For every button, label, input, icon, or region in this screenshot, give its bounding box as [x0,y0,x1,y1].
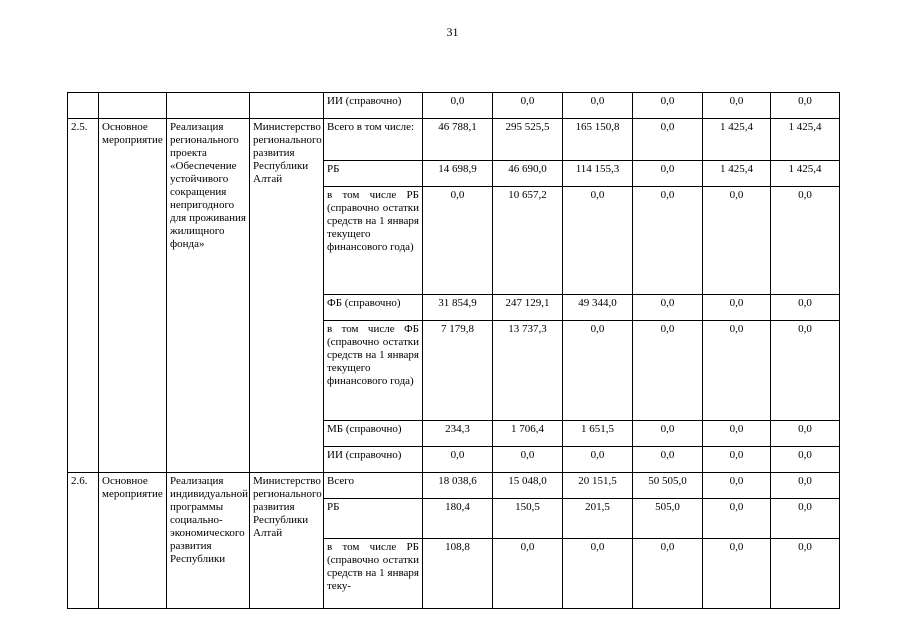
value-cell: 180,4 [423,499,493,539]
value-cell: 0,0 [633,321,703,421]
empty-cell [250,93,324,119]
funding-source-label: Всего в том числе: [324,119,423,161]
value-cell: 114 155,3 [563,161,633,187]
value-cell: 0,0 [633,119,703,161]
funding-source-label: ИИ (справочно) [324,93,423,119]
value-cell: 13 737,3 [493,321,563,421]
value-cell: 1 651,5 [563,421,633,447]
value-cell: 50 505,0 [633,473,703,499]
value-cell: 10 657,2 [493,187,563,295]
value-cell: 0,0 [703,295,771,321]
value-cell: 234,3 [423,421,493,447]
value-cell: 0,0 [771,295,840,321]
value-cell: 0,0 [703,473,771,499]
value-cell: 295 525,5 [493,119,563,161]
value-cell: 0,0 [423,93,493,119]
value-cell: 0,0 [703,539,771,609]
section-name: Реализация регионального проекта «Обеспечение устойчивого сокращения непригодного для проживания жилищного фонда» [167,119,250,473]
value-cell: 1 425,4 [771,119,840,161]
value-cell: 0,0 [563,187,633,295]
empty-cell [68,93,99,119]
value-cell: 0,0 [563,447,633,473]
funding-table [67,92,840,609]
value-cell: 0,0 [563,321,633,421]
table-row [68,93,840,119]
value-cell: 0,0 [771,187,840,295]
funding-source-label: в том числе РБ (справочно остатки средств на 1 января теку- [324,539,423,609]
value-cell: 0,0 [633,187,703,295]
value-cell: 0,0 [633,447,703,473]
funding-source-label: РБ [324,499,423,539]
value-cell: 0,0 [771,499,840,539]
value-cell: 15 048,0 [493,473,563,499]
value-cell: 1 706,4 [493,421,563,447]
value-cell: 0,0 [771,321,840,421]
value-cell: 0,0 [703,321,771,421]
value-cell: 7 179,8 [423,321,493,421]
section-executor: Министерство регионального развития Республики Алтай [250,473,324,609]
value-cell: 0,0 [771,93,840,119]
value-cell: 31 854,9 [423,295,493,321]
funding-source-label: в том числе РБ (справочно остатки средств на 1 января текущего финансового года) [324,187,423,295]
value-cell: 0,0 [563,93,633,119]
value-cell: 165 150,8 [563,119,633,161]
value-cell: 0,0 [633,421,703,447]
value-cell: 1 425,4 [703,161,771,187]
section-type: Основное мероприятие [99,119,167,473]
value-cell: 46 690,0 [493,161,563,187]
value-cell: 0,0 [423,187,493,295]
value-cell: 0,0 [703,421,771,447]
funding-source-label: РБ [324,161,423,187]
value-cell: 0,0 [633,93,703,119]
funding-source-label: ФБ (справочно) [324,295,423,321]
value-cell: 0,0 [493,447,563,473]
value-cell: 0,0 [703,187,771,295]
value-cell: 0,0 [771,447,840,473]
value-cell: 46 788,1 [423,119,493,161]
value-cell: 201,5 [563,499,633,539]
value-cell: 0,0 [703,447,771,473]
value-cell: 14 698,9 [423,161,493,187]
value-cell: 1 425,4 [703,119,771,161]
value-cell: 505,0 [633,499,703,539]
section-number: 2.6. [68,473,99,609]
value-cell: 0,0 [493,539,563,609]
value-cell: 247 129,1 [493,295,563,321]
value-cell: 0,0 [633,295,703,321]
empty-cell [167,93,250,119]
section-type: Основное мероприятие [99,473,167,609]
value-cell: 0,0 [493,93,563,119]
value-cell: 49 344,0 [563,295,633,321]
value-cell: 0,0 [633,161,703,187]
table-row [68,473,840,499]
funding-source-label: ИИ (справочно) [324,447,423,473]
value-cell: 0,0 [633,539,703,609]
section-executor: Министерство регионального развития Республики Алтай [250,119,324,473]
table-row [68,119,840,161]
value-cell: 150,5 [493,499,563,539]
value-cell: 0,0 [771,473,840,499]
funding-source-label: в том числе ФБ (справочно остатки средств на 1 января текущего финансового года) [324,321,423,421]
value-cell: 0,0 [423,447,493,473]
value-cell: 20 151,5 [563,473,633,499]
value-cell: 0,0 [771,421,840,447]
value-cell: 0,0 [563,539,633,609]
funding-source-label: Всего [324,473,423,499]
value-cell: 0,0 [703,93,771,119]
value-cell: 0,0 [771,539,840,609]
section-number: 2.5. [68,119,99,473]
value-cell: 0,0 [703,499,771,539]
value-cell: 1 425,4 [771,161,840,187]
funding-source-label: МБ (справочно) [324,421,423,447]
value-cell: 108,8 [423,539,493,609]
page-number: 31 [446,25,459,39]
section-name: Реализация индивидуальной программы социально-экономического развития Республики [167,473,250,609]
value-cell: 18 038,6 [423,473,493,499]
empty-cell [99,93,167,119]
